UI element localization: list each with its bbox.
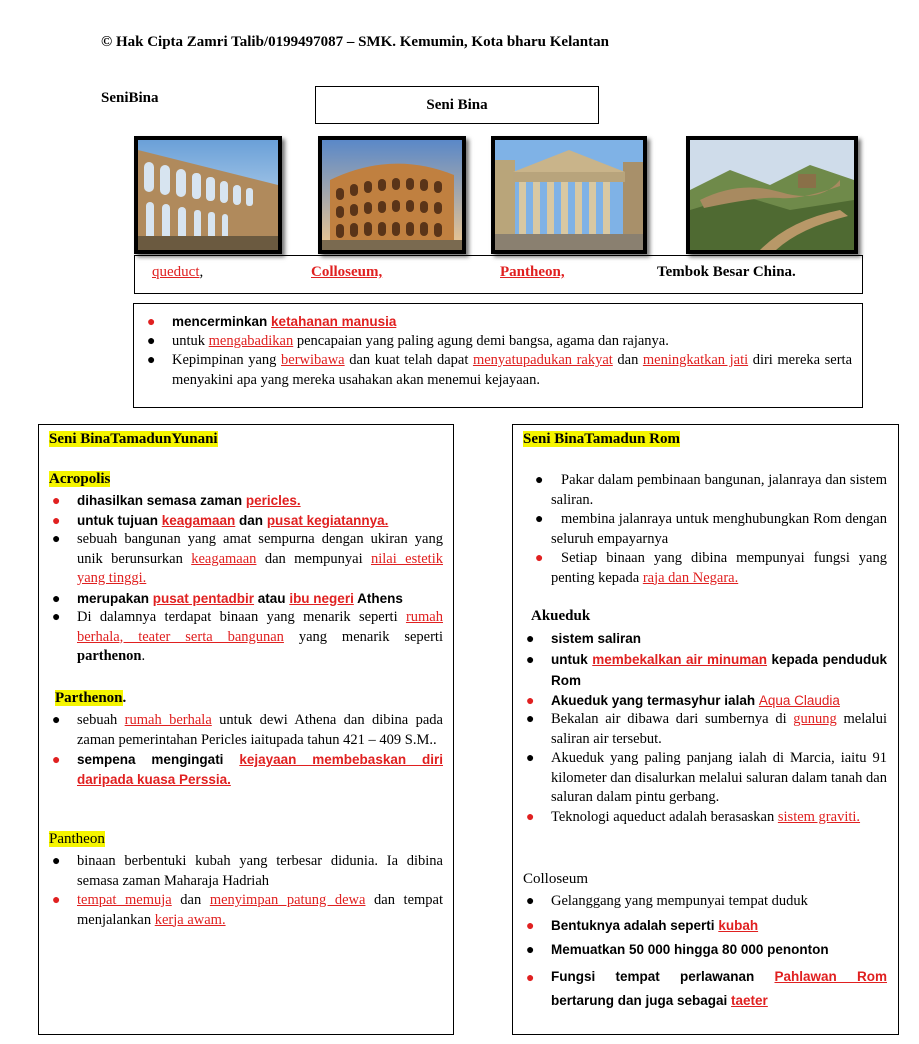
greek-title-text: Seni BinaTamadunYunani [49, 431, 218, 447]
list-item: ● Fungsi tempat perlawanan Pahlawan Rom bertarung dan juga sebagai taeter [526, 968, 887, 1008]
item-text: Akueduk yang paling panjang ialah di Marcia, iaitu 91 kilometer dan disalurkan melalui saluran dalam tanah dan saluran dalam pintu gerbang. [551, 750, 887, 805]
item-text: melalui saliran air tersebut. [551, 711, 887, 747]
list-item: ● Akueduk yang termasyhur ialah Aqua Claudia [526, 691, 840, 708]
list-item: ● Memuatkan 50 000 hingga 80 000 penonton [526, 941, 829, 957]
summary-highlight: mengabadikan [208, 332, 294, 349]
parthenon-heading-text: Parthenon [55, 690, 123, 706]
item-highlight: nilai estetik yang tinggi. [77, 550, 443, 586]
item-text: Bekalan air dibawa dari sumbernya di [551, 711, 794, 727]
pantheon-heading-text: Pantheon [49, 831, 105, 847]
item-text: dan [235, 512, 267, 528]
summary-highlight: meningkatkan jati [642, 352, 749, 368]
summary-text: dan [612, 352, 643, 368]
list-item: ● binaan berbentuki kubah yang terbesar didunia. Ia dibina semasa zaman Maharaja Hadriah [52, 853, 443, 889]
caption-comma: , [199, 264, 204, 280]
aqueduct-image [134, 136, 282, 254]
item-highlight: keagamaan [191, 550, 257, 567]
title-text: Seni Bina [426, 96, 488, 113]
greek-architecture-panel [38, 424, 454, 1035]
list-item: ● tempat memuja dan menyimpan patung dewa dan tempat menjalankan kerja awam. [52, 892, 443, 928]
list-item: ● untuk membekalkan air minuman kepada penduduk Rom [526, 650, 887, 688]
item-highlight: kejayaan membebaskan diri daripada kuasa Perssia. [77, 752, 443, 787]
summary-highlight: berwibawa [281, 352, 345, 368]
summary-text: diri mereka serta menyakini apa yang mereka usahakan akan menemui kejayaan. [172, 352, 853, 388]
caption-pantheon: Pantheon, [500, 264, 565, 280]
item-text: bertarung dan juga sebagai [551, 992, 732, 1008]
item-highlight: pericles. [245, 493, 301, 508]
summary-item: ● mencerminkan ketahanan manusia [147, 313, 397, 329]
item-text: Pakar dalam pembinaan bangunan, jalanraya dan sistem saliran. [551, 472, 887, 508]
roman-title-text: Seni BinaTamadun Rom [523, 431, 681, 447]
summary-box [133, 303, 863, 408]
item-text: dihasilkan semasa zaman [77, 493, 246, 508]
list-item: ● Setiap binaan yang dibina mempunyai fungsi yang penting kepada raja dan Negara. [535, 550, 887, 586]
great-wall-image [686, 136, 858, 254]
colosseum-image [318, 136, 466, 254]
list-item: ● merupakan pusat pentadbir atau ibu negeri Athens [52, 589, 403, 606]
pantheon-image [491, 136, 647, 254]
item-text: sempena mengingati [77, 752, 240, 767]
list-item: ● Teknologi aqueduct adalah berasaskan sistem graviti. [526, 808, 861, 825]
item-text: merupakan [77, 590, 153, 606]
summary-text: untuk [172, 332, 209, 349]
item-text: sistem saliran [551, 631, 642, 646]
list-item: ● Bekalan air dibawa dari sumbernya di gunung melalui saliran air tersebut. [526, 711, 887, 747]
pantheon-heading [49, 831, 105, 848]
list-item: ● Di dalamnya terdapat binaan yang menarik seperti rumah berhala, teater serta bangunan yang menarik seperti parthenon. [52, 609, 443, 664]
item-highlight: raja dan Negara. [642, 569, 739, 586]
caption-aqueduct-text: queduct [152, 264, 200, 280]
caption-aqueduct [152, 264, 203, 281]
item-highlight: rumah berhala, teater serta bangunan [77, 609, 443, 645]
item-text: dan [171, 892, 210, 908]
item-text: Memuatkan 50 000 hingga 80 000 penonton [551, 942, 829, 957]
item-text: sebuah [77, 712, 125, 728]
summary-highlight: menyatupadukan rakyat [472, 352, 613, 368]
akueduk-heading: Akueduk [531, 608, 591, 624]
copyright-text: © Hak Cipta Zamri Talib/0199497087 – SMK. Kemumin, Kota bharu Kelantan [101, 34, 609, 50]
section-label: SeniBina [101, 90, 159, 106]
list-item: ● Bentuknya adalah seperti kubah [526, 916, 759, 933]
item-highlight: tempat memuja [77, 892, 172, 908]
list-item: ● Akueduk yang paling panjang ialah di Marcia, iaitu 91 kilometer dan disalurkan melalui saluran dalam tanah dan saluran dalam pintu gerbang. [526, 750, 887, 805]
item-text: membina jalanraya untuk menghubungkan Rom dengan seluruh empayarnya [551, 511, 887, 547]
item-highlight: taeter [731, 992, 768, 1008]
colloseum-heading: Colloseum [523, 871, 589, 887]
parthenon-heading-dot: . [122, 690, 127, 706]
item-highlight: ibu negeri [289, 590, 354, 606]
item-highlight: keagamaan [161, 512, 236, 528]
item-text: . [141, 648, 146, 664]
summary-item: ● untuk mengabadikan pencapaian yang paling agung demi bangsa, agama dan rajanya. [147, 332, 669, 349]
list-item: ● sempena mengingati kejayaan membebaskan diri daripada kuasa Perssia. [52, 751, 443, 787]
list-item: ● dihasilkan semasa zaman pericles. [52, 492, 301, 508]
item-text: dan tempat menjalankan [77, 892, 443, 928]
list-item: ● sebuah bangunan yang amat sempurna dengan ukiran yang unik berunsurkan keagamaan dan mempunyai nilai estetik yang tinggi. [52, 531, 443, 586]
item-text: binaan berbentuki kubah yang terbesar didunia. Ia dibina semasa zaman Maharaja Hadriah [77, 853, 443, 889]
item-bold: parthenon [77, 648, 142, 664]
page-title [315, 86, 599, 124]
item-text: untuk [551, 651, 593, 667]
item-text: Akueduk yang termasyhur ialah [551, 692, 759, 708]
item-text: sebuah bangunan yang amat sempurna dengan ukiran yang unik berunsurkan [77, 531, 443, 567]
item-highlight: membekalkan air minuman [592, 651, 768, 667]
caption-great-wall: Tembok Besar China. [657, 264, 796, 280]
caption-colosseum: Colloseum, [311, 264, 383, 280]
item-highlight: kerja awam. [154, 911, 226, 928]
item-text: untuk tujuan [77, 512, 162, 528]
list-item: ● sebuah rumah berhala untuk dewi Athena dan dibina pada zaman pemerintahan Pericles iaitupada tahun 421 – 409 S.M.. [52, 712, 443, 748]
greek-title [49, 431, 218, 448]
item-highlight: menyimpan patung dewa [209, 892, 366, 908]
summary-text: dan kuat telah dapat [344, 352, 473, 368]
list-item: ● sistem saliran [526, 630, 642, 646]
acropolis-heading-text: Acropolis [49, 471, 111, 487]
item-text: atau [254, 590, 290, 606]
item-highlight: pusat kegiatannya. [266, 512, 389, 528]
item-highlight: Aqua Claudia [758, 692, 840, 708]
item-text: Teknologi aqueduct adalah berasaskan [551, 808, 778, 825]
item-highlight: Pahlawan Rom [774, 968, 887, 984]
summary-text: pencapaian yang paling agung demi bangsa, agama dan rajanya. [293, 332, 669, 349]
item-highlight: kubah [718, 917, 759, 933]
item-text: untuk dewi Athena dan dibina pada zaman pemerintahan Pericles iaitupada tahun 421 – 409 S.M.. [77, 712, 443, 748]
summary-text: Kepimpinan yang [172, 352, 282, 368]
caption-bar [134, 255, 863, 294]
item-highlight: gunung [793, 711, 837, 727]
roman-architecture-panel [512, 424, 899, 1035]
item-text: kepada penduduk Rom [551, 651, 887, 688]
roman-title [523, 431, 680, 448]
list-item: ● Pakar dalam pembinaan bangunan, jalanraya dan sistem saliran. [535, 472, 887, 508]
item-text: Setiap binaan yang dibina mempunyai fungsi yang penting kepada [551, 550, 887, 586]
acropolis-heading [49, 471, 110, 488]
item-text: Di dalamnya terdapat binaan yang menarik seperti [77, 609, 406, 625]
list-item: ● membina jalanraya untuk menghubungkan Rom dengan seluruh empayarnya [535, 511, 887, 547]
item-text: Gelanggang yang mempunyai tempat duduk [551, 893, 808, 909]
summary-highlight: ketahanan manusia [271, 314, 397, 329]
item-highlight: rumah berhala [124, 712, 212, 728]
item-text: Fungsi tempat perlawanan [551, 968, 775, 984]
item-highlight: pusat pentadbir [152, 590, 255, 606]
list-item: ● Gelanggang yang mempunyai tempat duduk [526, 893, 808, 909]
list-item: ● untuk tujuan keagamaan dan pusat kegiatannya. [52, 511, 389, 528]
item-text: Bentuknya adalah seperti [551, 917, 719, 933]
item-text: Athens [353, 590, 403, 606]
parthenon-heading [55, 690, 126, 707]
item-text: yang menarik seperti [283, 628, 443, 645]
summary-text: mencerminkan [172, 314, 272, 329]
item-text: dan mempunyai [256, 550, 371, 567]
summary-item: ● Kepimpinan yang berwibawa dan kuat telah dapat menyatupadukan rakyat dan meningkatkan jati diri mereka serta menyakini apa yang mereka usahakan akan menemui kejayaan. [147, 352, 853, 388]
item-highlight: sistem graviti. [777, 808, 861, 825]
